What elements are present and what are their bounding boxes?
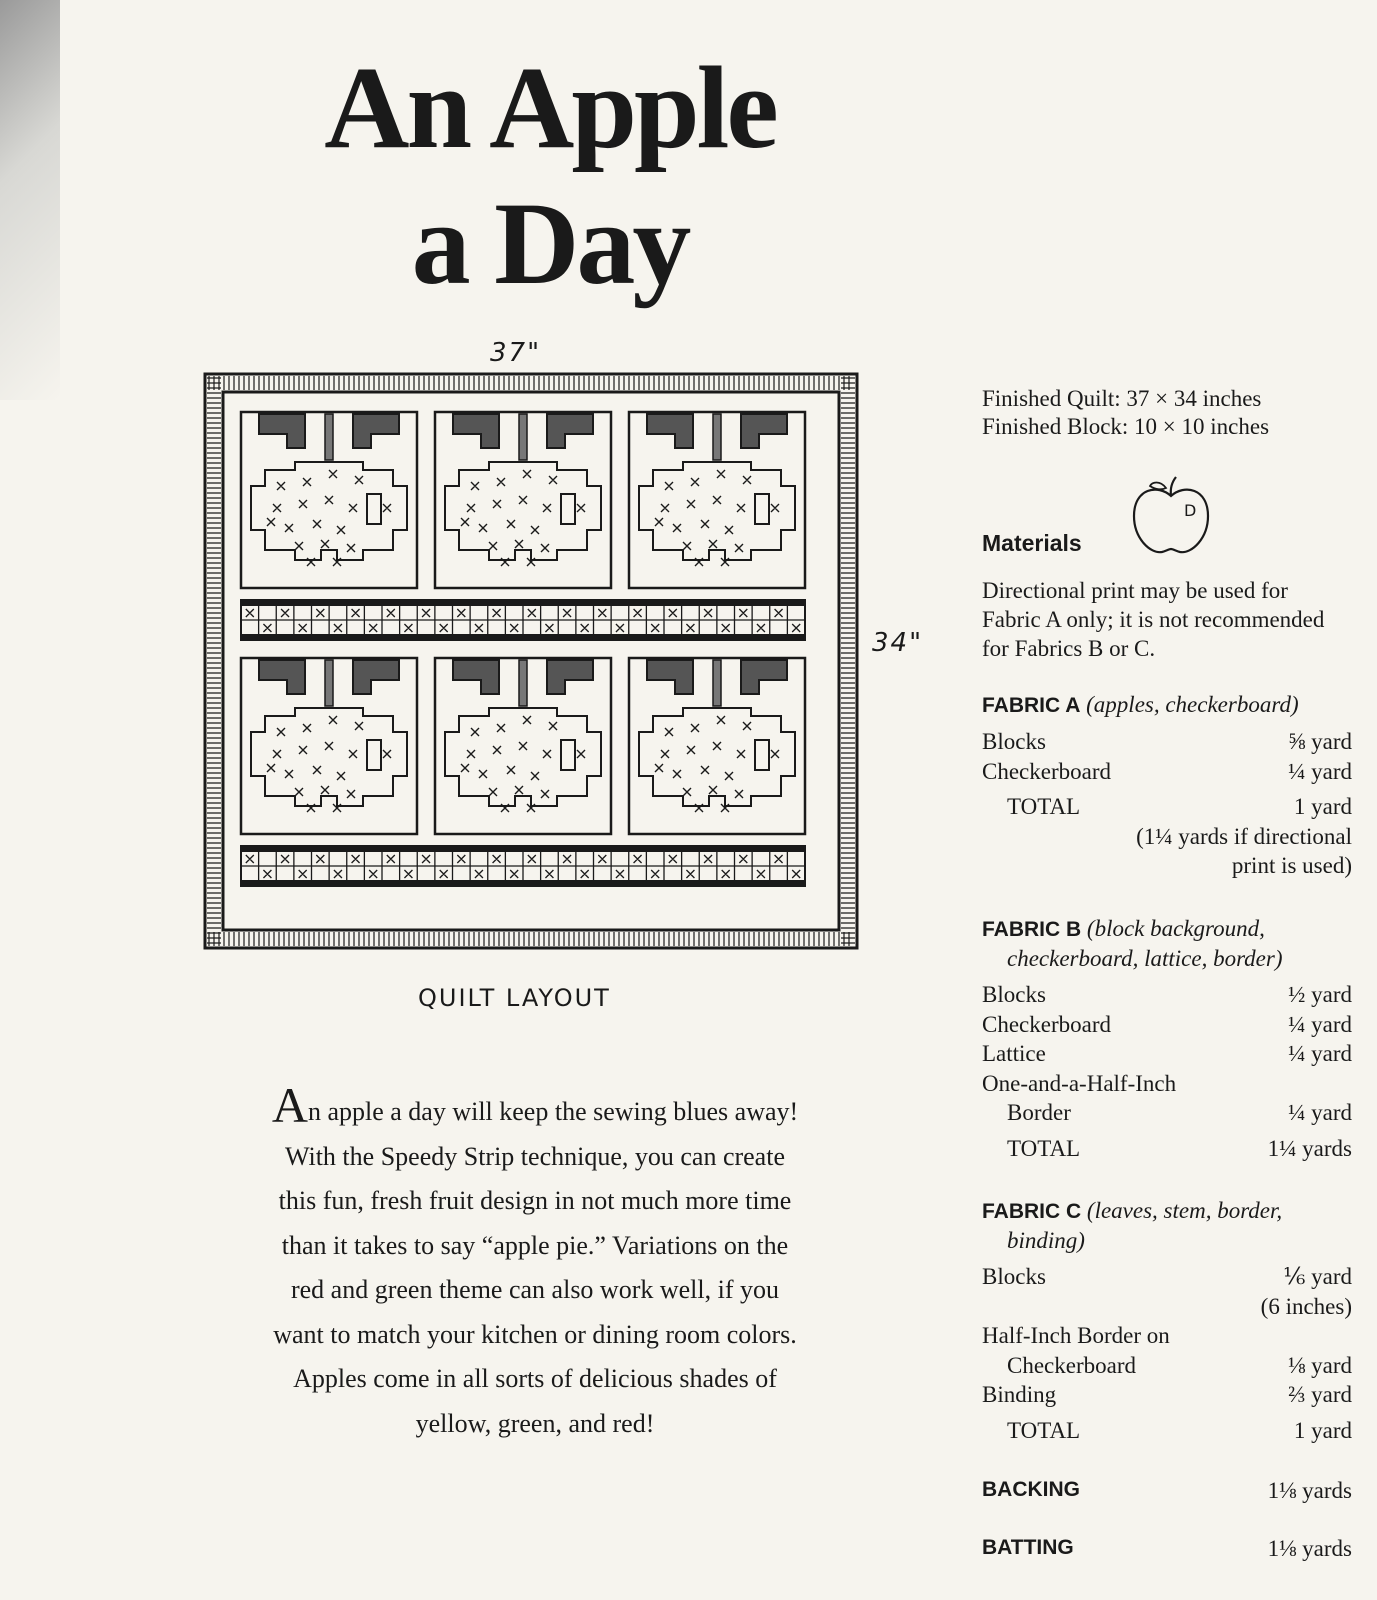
quilt-height-label: 34"	[872, 628, 924, 658]
fabric-c-name: FABRIC C	[982, 1200, 1082, 1223]
fabric-a-checkerboard-row: Checkerboard ¼ yard	[982, 758, 1352, 784]
apple-block	[435, 658, 611, 834]
backing-row	[982, 1478, 1352, 1504]
apple-block	[241, 658, 417, 834]
backing-name: BACKING	[982, 1478, 1080, 1501]
checkerboard-strip	[241, 846, 805, 886]
intro-paragraph	[265, 1077, 805, 1446]
page-title	[270, 40, 830, 312]
intro-text: n apple a day will keep the sewing blues away! With the Speedy Strip technique, you can create this fun, fresh fruit design in not much more time than it takes to say “apple pie.” Variations on the red and green theme can also work well, if you want to match your kitchen or dining room colors. Apples come in all sorts of delicious shades of yellow, green, and red!	[273, 1097, 799, 1438]
fabric-b-lattice-row: Lattice ¼ yard	[982, 1041, 1352, 1066]
fabric-b-section	[982, 914, 1352, 1163]
materials-note: Directional print may be used for Fabric A only; it is not recommended for Fabrics B or C.	[982, 578, 1325, 661]
fabric-a-total-note-2: print is used)	[1231, 853, 1352, 878]
fabric-b-checkerboard-row: Checkerboard ¼ yard	[982, 1011, 1352, 1037]
checkerboard-strip	[241, 600, 805, 640]
svg-text:D: D	[1184, 501, 1197, 520]
apple-block	[629, 658, 805, 834]
fabric-a-desc: (apples, checkerboard)	[1086, 692, 1299, 717]
materials-heading: Materials	[982, 530, 1082, 556]
apple-block	[241, 412, 417, 588]
fabric-a-section	[982, 690, 1352, 881]
fabric-b-border-line-1: One-and-a-Half-Inch	[982, 1070, 1177, 1096]
fabric-c-border-row: Checkerboard ⅛ yard	[1007, 1352, 1352, 1378]
fabric-c-blocks-row: Blocks ⅙ yard	[982, 1264, 1352, 1289]
quilt-layout-diagram	[203, 372, 863, 952]
title-line-1: An Apple	[324, 42, 776, 173]
fabric-a-blocks-row: Blocks ⅝ yard	[982, 729, 1352, 754]
finished-quilt-size: Finished Quilt: 37 × 34 inches	[982, 386, 1262, 411]
page-edge-shadow	[0, 0, 60, 400]
fabric-b-name: FABRIC B	[982, 918, 1082, 941]
backing-amount: 1⅛ yards	[1267, 1478, 1352, 1503]
apple-block	[629, 412, 805, 588]
fabric-c-desc-2: binding)	[1007, 1228, 1085, 1253]
fabric-a-name: FABRIC A	[982, 694, 1081, 717]
fabric-b-desc-1: (block background,	[1086, 916, 1265, 941]
intro-dropcap: A	[271, 1077, 308, 1133]
fabric-b-border-row: Border ¼ yard	[1007, 1100, 1352, 1125]
fabric-b-total-row: TOTAL 1¼ yards	[1007, 1135, 1352, 1161]
fabric-b-desc-2: checkerboard, lattice, border)	[1007, 946, 1283, 971]
fabric-a-total-row: TOTAL 1 yard	[1007, 794, 1352, 819]
fabric-c-section	[982, 1196, 1352, 1445]
fabric-c-total-row: TOTAL 1 yard	[1007, 1417, 1352, 1443]
finished-sizes	[982, 385, 1352, 441]
title-line-2: a Day	[411, 178, 689, 309]
fabric-a-total-note-1: (1¼ yards if directional	[1136, 823, 1352, 849]
quilt-width-label: 37"	[490, 338, 542, 368]
apple-d-icon	[1128, 472, 1214, 562]
batting-row	[982, 1536, 1352, 1562]
fabric-b-blocks-row: Blocks ½ yard	[982, 982, 1352, 1007]
fabric-c-border-line-1: Half-Inch Border on	[982, 1323, 1170, 1348]
batting-amount: 1⅛ yards	[1267, 1536, 1352, 1561]
fabric-c-blocks-note: (6 inches)	[1260, 1293, 1352, 1319]
fabric-c-desc-1: (leaves, stem, border,	[1086, 1198, 1283, 1223]
finished-block-size: Finished Block: 10 × 10 inches	[982, 414, 1270, 439]
batting-name: BATTING	[982, 1536, 1074, 1559]
quilt-layout-caption: QUILT LAYOUT	[418, 984, 611, 1012]
apple-block	[435, 412, 611, 588]
fabric-c-binding-row: Binding ⅔ yard	[982, 1382, 1352, 1407]
